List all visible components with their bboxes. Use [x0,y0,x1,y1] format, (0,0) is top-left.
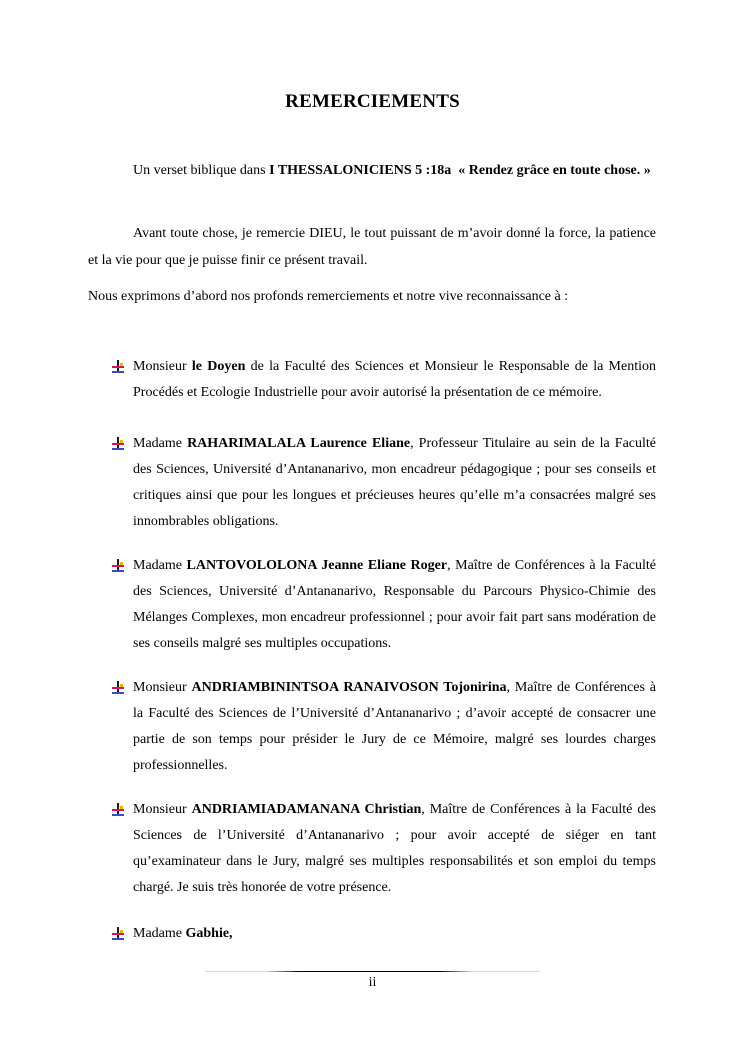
acknowledgement-text [133,354,656,406]
acknowledgement-item [111,797,656,901]
person-title: Madame [133,926,186,941]
person-name: le Doyen [191,359,246,374]
acknowledgement-item [111,553,656,657]
acknowledgement-text [133,675,656,779]
acknowledgement-item [111,921,656,947]
acknowledgement-item [111,354,656,406]
person-title: Madame [133,558,187,573]
person-name: LANTOVOLOLONA Jeanne Eliane Roger [186,558,448,573]
pin-bullet-icon [111,559,125,573]
pin-bullet-icon [111,681,125,695]
pin-bullet-icon [111,360,125,374]
acknowledgement-text [133,553,656,657]
pin-bullet-icon [111,927,125,941]
thanks-god-paragraph: Avant toute chose, je remercie DIEU, le tout puissant de m’avoir donné la force, la patience et la vie pour que je puisse finir ce présent travail. [88,226,656,268]
person-description: , Maître de Conférences à la Faculté des Sciences de l’Université d’Antananarivo ; d’avoir accepté de consacrer une partie de son temps pour présider le Jury de ce Mémoire, malgré ses lourdes charges professionnelles. [133,680,656,773]
page-title: REMERCIEMENTS [285,91,460,112]
person-description: de la Faculté des Sciences et Monsieur le Responsable de la Mention Procédés et Ecologie Industrielle pour avoir autorisé la présentation de ce mémoire. [133,359,656,400]
person-name: ANDRIAMBININTSOA RANAIVOSON Tojonirina [191,680,507,695]
intro-verse-paragraph [88,158,656,185]
verse-quote: « Rendez grâce en toute chose. » [458,163,651,178]
pin-bullet-icon [111,437,125,451]
person-description: , Maître de Conférences à la Faculté des Sciences, Université d’Antananarivo, Responsable du Parcours Physico-Chimie des Mélanges Complexes, mon encadreur professionnel ; pour avoir fait part sans modération de ses conseils malgré ses multiples occupations. [133,558,656,651]
person-description: , Professeur Titulaire au sein de la Faculté des Sciences, Université d’Antananarivo, mon encadreur pédagogique ; pour ses conseils et critiques ainsi que pour les longues et précieuses heures qu’elle m’a consacrées malgré ses innombrables obligations. [133,436,657,529]
acknowledgement-text [133,921,656,947]
acknowledgement-item [111,431,656,535]
person-name: Gabhie, [185,926,233,941]
person-name: RAHARIMALALA Laurence Eliane [187,436,411,451]
person-name: ANDRIAMIADAMANANA Christian [191,802,422,817]
page-number: ii [368,975,377,990]
verse-reference: I THESSALONICIENS 5 :18a [269,163,452,178]
verse-prefix: Un verset biblique dans [133,163,270,178]
acknowledgement-text [133,431,656,535]
person-title: Monsieur [133,802,192,817]
acknowledgement-text [133,797,656,901]
thanks-intro-paragraph: Nous exprimons d’abord nos profonds remerciements et notre vive reconnaissance à : [88,289,569,304]
person-description: , Maître de Conférences à la Faculté des Sciences de l’Université d’Antananarivo ; pour avoir accepté de siéger en tant qu’examinateur dans le Jury, malgré ses multiples responsabilités et son emploi du temps chargé. Je suis très honorée de votre présence. [133,802,656,895]
person-title: Monsieur [133,680,192,695]
pin-bullet-icon [111,803,125,817]
acknowledgement-item [111,675,656,779]
person-title: Monsieur [133,359,192,374]
person-title: Madame [133,436,188,451]
footer-divider [205,971,540,972]
